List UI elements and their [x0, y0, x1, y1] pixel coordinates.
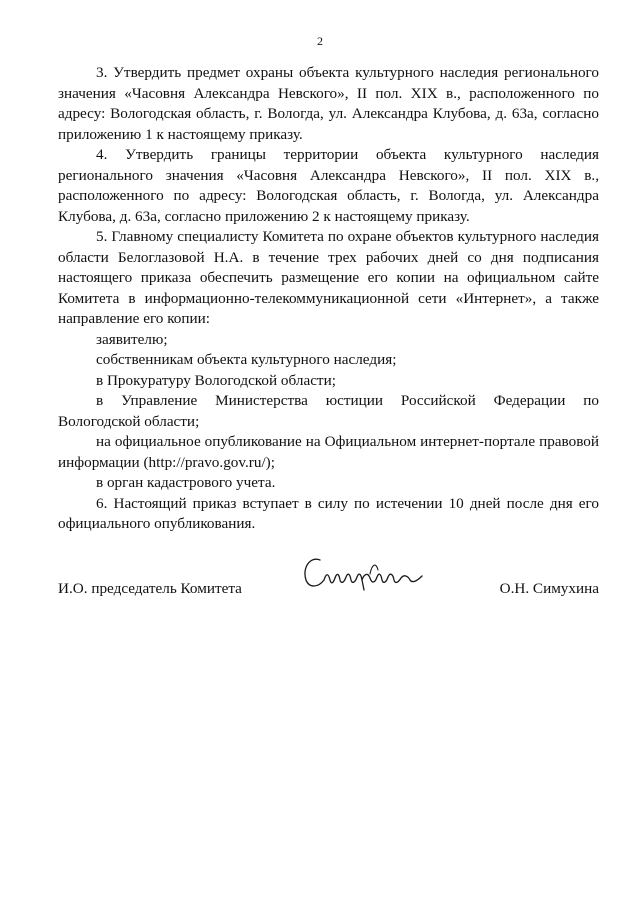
- paragraph-3: 3. Утвердить предмет охраны объекта культурного наследия регионального значения «Часовня Александра Невского», II пол. XIX в., расположенного по адресу: Вологодская область, г. Вологда, ул. Александра Клубова, д. 63а, согласно приложению 1 к настоящему приказу.: [58, 64, 599, 143]
- recipient-cadastral: в орган кадастрового учета.: [96, 474, 276, 491]
- recipient-official-publication: на официальное опубликование на Официальном интернет-портале правовой информации (http://pravo.gov.ru/);: [58, 433, 599, 471]
- signer-name: О.Н. Симухина: [499, 580, 599, 597]
- signature-block: [58, 572, 599, 612]
- recipient-owners: собственникам объекта культурного наследия;: [96, 351, 397, 368]
- handwritten-signature: [298, 550, 428, 600]
- paragraph-4: 4. Утвердить границы территории объекта культурного наследия регионального значения «Часовня Александра Невского», II пол. XIX в., расположенного по адресу: Вологодская область, г. Вологда, ул. Александра Клубова, д. 63а, согласно приложению 2 к настоящему приказу.: [58, 146, 599, 225]
- page-number: 2: [317, 34, 323, 48]
- paragraph-6: 6. Настоящий приказ вступает в силу по истечении 10 дней после дня его официального опубликования.: [58, 494, 599, 532]
- recipient-prosecutor: в Прокуратуру Вологодской области;: [96, 371, 336, 389]
- paragraph-5: 5. Главному специалисту Комитета по охране объектов культурного наследия области Белоглазовой Н.А. в течение трех рабочих дней со дня подписания настоящего приказа обеспечить размещение его копии на официальном сайте Комитета в информационно-телекоммуникационной сети «Интернет», а также направление его копии:: [58, 228, 599, 327]
- recipient-applicant: заявителю;: [96, 330, 168, 348]
- document-body: [58, 63, 599, 535]
- recipient-justice-ministry: в Управление Министерства юстиции Российской Федерации по Вологодской области;: [58, 392, 599, 430]
- signer-title: И.О. председатель Комитета: [58, 580, 242, 597]
